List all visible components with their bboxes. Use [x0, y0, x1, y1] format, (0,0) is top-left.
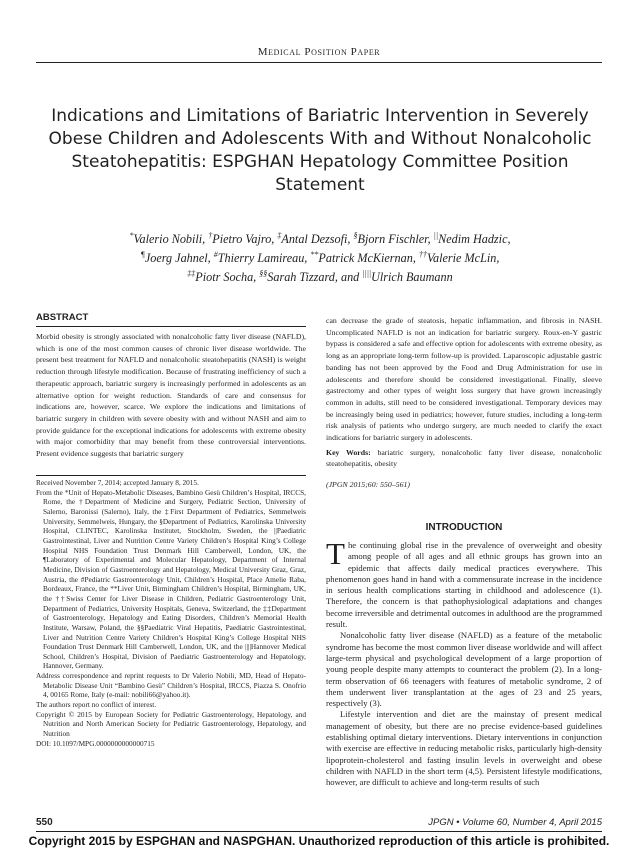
journal-footer: JPGN • Volume 60, Number 4, April 2015 — [428, 817, 602, 828]
author: ||Nedim Hadzic, — [433, 231, 511, 247]
keywords — [326, 447, 602, 470]
footnote-affiliations: From the *Unit of Hepato-Metabolic Diseases, Bambino Gesù Children’s Hospital, IRCCS, Rome, the †Department of Medicine and Surgery, Pediatric Section, University of Salerno, Baronissi (Salerno), Italy, the ‡First Department of Pediatrics, Semmelweis University, Semmelweis, Hungary, the §Department of Pediatrics, Karolinska University Hospital, CLINTEC, Karolinska Institutet, Stockholm, Sweden, the ||Paediatric Gastrointestinal, Liver and Nutrition Centre Variety Children’s Hospital King’s College Hospital NHS Foundation Trust Denmark Hill Camberwell, London, UK, the ¶Laboratory of Experimental and Molecular Hepatology, Department of Internal Medicine, Division of Gastroenterology and Hepatology, Medical University Graz, Graz, Austria, the #Pediatric Gastroenterology Unit, Children’s Hospital, Place Amelie Raba, Bordeaux, France, the **Liver Unit, Birmingham Children’s Hospital, Birmingham, UK, the ††Swiss Center for Liver Disease in Children, Pediatric Gastroenterology Unit, Department of Pediatrics, University Hospitals, Geneva, Switzerland, the ‡‡Department of Gastroenterology, Hepatology and Eating Disorders, Children’s Memorial Health Institute, Warsaw, Poland, the §§Paediatric Viral Hepatitis, Paediatric Gastrointestinal, Liver and Nutrition Centre Variety Children’s Hospital King’s College Hospital NHS Foundation Trust Denmark Hill Camberwell, London, UK, and the ||||Hannover Medical School, Children’s Hospital, Division of Paediatric Gastroenterology and Hepatology, Hannover, Germany. — [36, 487, 306, 671]
author: **Patrick McKiernan, — [310, 250, 416, 266]
footer-rule — [36, 831, 602, 832]
author-list — [40, 228, 600, 285]
author: #Thierry Lamireau, — [213, 250, 308, 266]
author: ¶Joerg Jahnel, — [140, 250, 211, 266]
author: ‡Antal Dezsofi, — [277, 231, 351, 247]
footnote-received: Received November 7, 2014; accepted January 8, 2015. — [36, 478, 199, 487]
intro-paragraph-3: Lifestyle intervention and diet are the mainstay of present medical management of obesity, but there are no precise evidence-based guidelines establishing optimal dietary interventions. Dietary interventions in conjunction with exercise are effective in reducing metabolic risks, particularly high-density lipoprotein-cholesterol and fasting insulin levels in overweight and obese children with NAFLD in the short term (4,5). Persistent lifestyle modifications, however, are difficult to achieve and long-term results of such — [326, 709, 602, 788]
keywords-label: Key Words: — [326, 447, 371, 457]
author: *Valerio Nobili, — [129, 231, 206, 247]
intro-paragraph-1: The continuing global rise in the prevalence of overweight and obesity among people of all ages and all ethnic groups has grown into an epidemic that affects daily medical practices everywhere. This phenomenon goes hand in hand with a commensurate increase in the incidence in serious health complications starting in childhood and adolescence (1). Therefore, the concern is that pathophysiological adaptations and changes become irreversible and detrimental outcomes in adulthood are the programmed result. — [326, 536, 602, 630]
introduction-body — [326, 536, 602, 789]
abstract-rule — [36, 326, 306, 327]
author: ‡‡Piotr Socha, — [187, 269, 257, 285]
author: ††Valerie McLin, — [418, 250, 500, 266]
footnote-conflict: The authors report no conflict of interest. — [36, 700, 157, 710]
footnote-correspondence: Address correspondence and reprint requests to Dr Valerio Nobili, MD, Head of Hepato-Metabolic Disease Unit “Bambino Gesù” Children’s Hospital, IRCCS, Piazza S. Onofrio 4, 00165 Rome, Italy (e-mail: nobili66@yahoo.it). — [36, 671, 306, 700]
page-number: 550 — [36, 817, 53, 828]
copyright-banner: Copyright 2015 by ESPGHAN and NASPGHAN. Unauthorized reproduction of this article is prohibited. — [28, 834, 610, 848]
abstract-right-column — [326, 315, 602, 491]
section-header: Medical Position Paper — [257, 46, 381, 58]
author: †Pietro Vajro, — [208, 231, 275, 247]
footnote-doi: DOI: 10.1097/MPG.0000000000000715 — [36, 738, 155, 748]
author: §§Sarah Tizzard, and — [259, 269, 360, 285]
header-rule — [36, 62, 602, 63]
abstract-heading: ABSTRACT — [36, 312, 89, 323]
footnote-copyright: Copyright © 2015 by European Society for Pediatric Gastroenterology, Hepatology, and Nutrition and North American Society for Pediatric Gastroenterology, Hepatology, and Nutrition — [36, 709, 306, 739]
footnotes — [36, 478, 306, 748]
author: §Bjorn Fischler, — [353, 231, 431, 247]
author: ||||Ulrich Baumann — [362, 269, 453, 285]
intro-paragraph-2: Nonalcoholic fatty liver disease (NAFLD) as a feature of the metabolic syndrome has become the most common liver disease worldwide and will affect large-term physical and psychological development of a large proportion of young people despite many attempts to counteract the problem (2). In a long-term observation of 66 teenagers with features of metabolic syndrome, 2 of them underwent liver transplantation at the ages of 23 and 25 years, respectively (3). — [326, 630, 602, 709]
abstract-left-column: Morbid obesity is strongly associated with nonalcoholic fatty liver disease (NAFLD), which is one of the most common causes of chronic liver disease worldwide. The present best treatment for NAFLD and nonalcoholic steatohepatitis (NASH) is weight reduction through lifestyle modification. Because of frustrating inefficiency of such a therapeutic approach, bariatric surgery is increasingly performed in adolescents as an alternative option for weight reduction. Standards of care and consensus for indications are, however, scarce. We explore the indications and limitations of bariatric surgery in children with severe obesity with and without NASH and aim to provide guidance for the exceptional indications for adolescents with extreme obesity with major comorbidity that may benefit from these controversial interventions. Present evidence suggests that bariatric surgery — [36, 332, 306, 459]
article-title: Indications and Limitations of Bariatric Intervention in Severely Obese Children and Adolescents With and Without Nonalcoholic Steatohepatitis: ESPGHAN Hepatology Committee Position Statement — [48, 106, 592, 195]
footnote-rule — [36, 475, 306, 476]
citation: (JPGN 2015;60: 550–561) — [326, 480, 411, 490]
abstract-continued: can decrease the grade of steatosis, hepatic inflammation, and fibrosis in NASH. Uncomplicated NAFLD is not an indication for bariatric surgery. Roux-en-Y gastric bypass is considered a safe and effective option for adolescents with extreme obesity, as long as an appropriate long-term follow-up is provided. Laparoscopic adjustable gastric banding has not been approved by the Food and Drug Administration for use in adolescents and therefore should be considered investigational. Finally, sleeve gastrectomy and other types of weight loss surgery that have grown increasingly common in adults, still need to be considered investigational. Temporary devices may be increasingly being used in pediatrics; however, future studies, including a long-term risk analysis of patients who undergo surgery, are much needed to clarify the exact indications for bariatric surgery in adolescents. — [326, 316, 602, 443]
keywords-text: bariatric surgery, nonalcoholic fatty liver disease, nonalcoholic steatohepatitis, obesity — [326, 447, 603, 469]
introduction-heading: INTRODUCTION — [425, 522, 503, 533]
drop-cap: T — [326, 536, 345, 571]
